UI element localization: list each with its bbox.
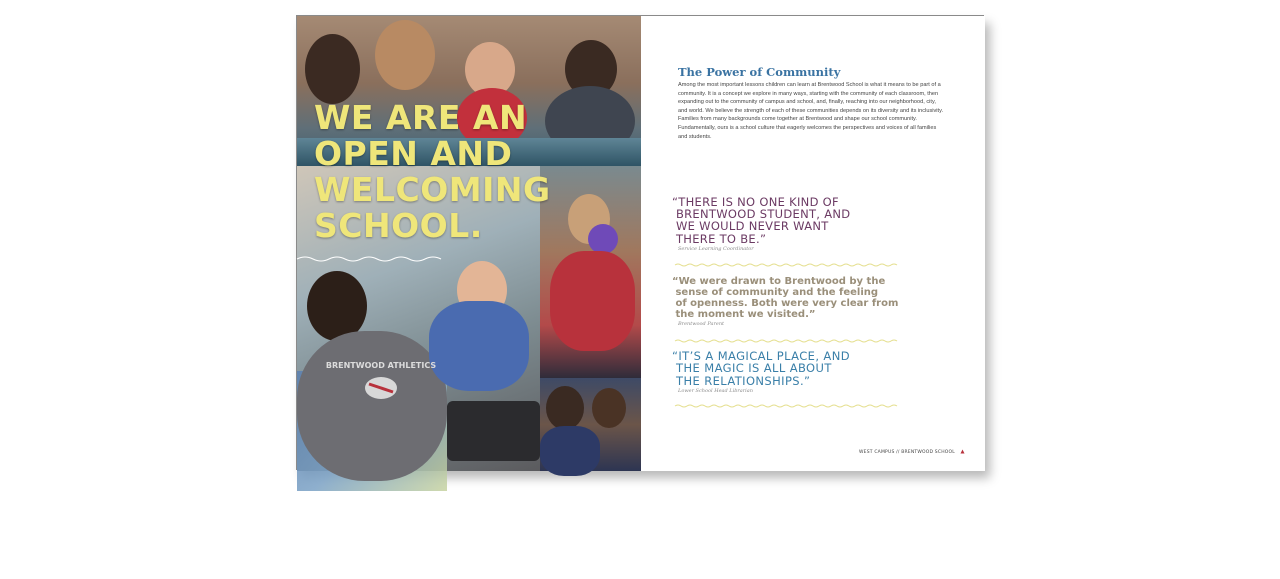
headline-line: OPEN AND	[314, 134, 513, 173]
wavy-divider	[675, 263, 901, 267]
student-figure	[540, 426, 600, 476]
headline	[314, 100, 551, 244]
sweatshirt-text: BRENTWOOD ATHLETICS	[325, 361, 437, 370]
students-hallway-photo	[540, 378, 641, 471]
sweatshirt-logo	[325, 354, 437, 410]
hugging-photo	[540, 166, 641, 378]
footer-text: WEST CAMPUS // BRENTWOOD SCHOOL	[859, 450, 955, 455]
red-coat	[550, 251, 635, 351]
body-paragraph: Among the most important lessons children can learn at Brentwood School is what it means to be part of a community. It is a concept we explore in many ways, starting with the community of each classroom, then expanding out to the community of campus and school, and, finally, reaching into our neighborhood, city, and world. We believe the strength of each of these communities depends on its diversity and its inclusivity. Families from many backgrounds come together at Brentwood and shape our school community. Fundamentally, ours is a school culture that eagerly welcomes the perspectives and voices of all families and students.	[678, 82, 944, 140]
student-figure	[546, 386, 584, 430]
quote-attribution: Service Learning Coordinator	[678, 245, 754, 252]
blue-shirt	[429, 301, 529, 391]
student-figure	[592, 388, 626, 428]
decorative-wave-line	[297, 254, 447, 264]
headline-line: WELCOMING	[314, 170, 551, 209]
knit-hat	[588, 224, 618, 254]
headline-line: SCHOOL.	[314, 206, 483, 245]
headline-line: WE ARE AN	[314, 98, 528, 137]
quote-text: “THERE IS NO ONE KIND OF BRENTWOOD STUDENT, AND WE WOULD NEVER WANT THERE TO BE.”	[672, 195, 851, 246]
student-figure	[375, 20, 435, 90]
quote-attribution: Lower School Head Librarian	[678, 388, 753, 395]
quote-block	[672, 276, 902, 327]
section-title: The Power of Community	[678, 65, 841, 79]
desk	[447, 401, 540, 461]
quote-text: “IT’S A MAGICAL PLACE, AND THE MAGIC IS ALL ABOUT THE RELATIONSHIPS.”	[672, 349, 850, 388]
photo-collage-page	[297, 16, 641, 471]
page-footer	[859, 449, 965, 455]
wavy-divider	[675, 339, 901, 343]
student-figure	[305, 34, 360, 104]
wavy-divider	[675, 404, 901, 408]
quote-block	[672, 196, 902, 252]
quote-text: “We were drawn to Brentwood by the sense of community and the feeling of openness. Both were very clear from the moment we visited.”	[672, 276, 899, 320]
quote-block	[672, 350, 902, 394]
quote-attribution: Brentwood Parent	[678, 321, 725, 327]
brochure-spread	[296, 15, 984, 470]
school-logo-icon	[960, 449, 965, 454]
text-page	[641, 16, 985, 471]
